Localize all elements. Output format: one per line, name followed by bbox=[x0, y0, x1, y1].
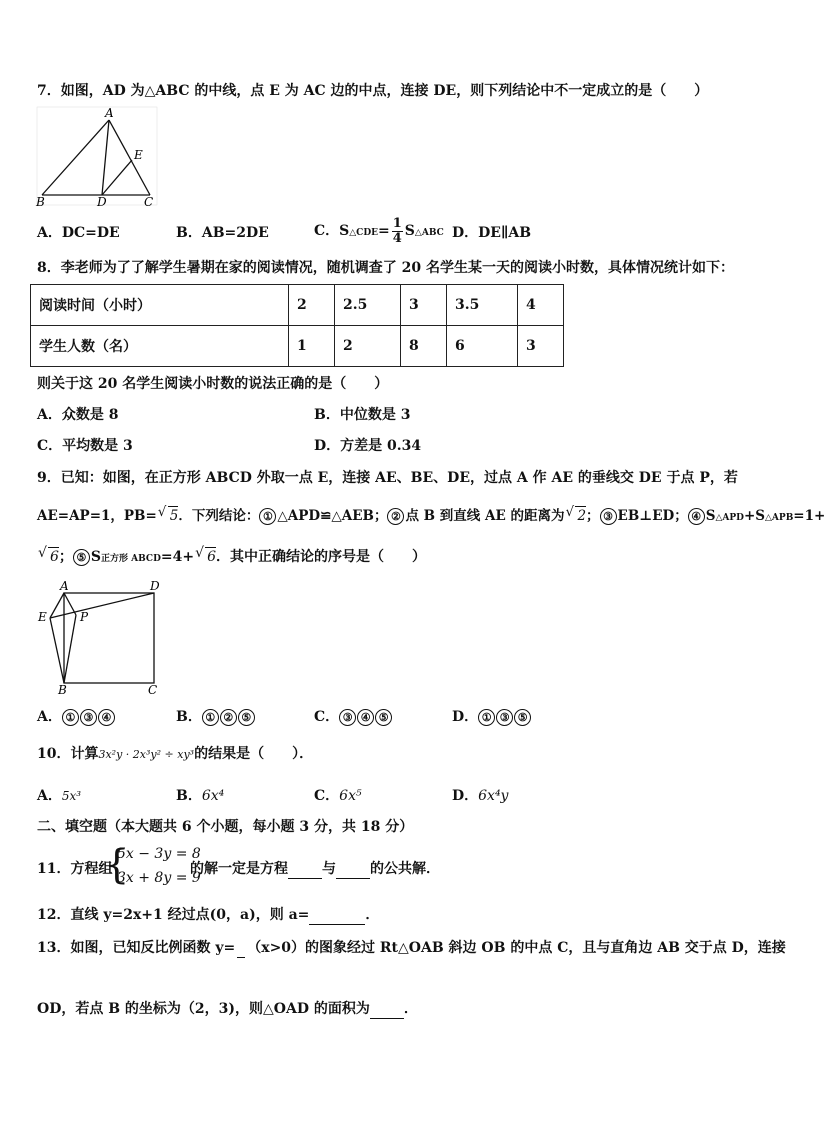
q7-option-a[interactable]: A．DC=DE bbox=[37, 225, 120, 241]
q13-line1: 13．如图，已知反比例函数 y= （x>0）的图象经过 Rt△OAB 斜边 OB 的中点 C，且与直角边 AB 交于点 D，连接 bbox=[37, 939, 786, 966]
q7-option-d[interactable]: D．DE∥AB bbox=[452, 225, 532, 241]
q9-label-a: A bbox=[60, 579, 69, 593]
table-cell: 阅读时间（小时） bbox=[31, 285, 289, 326]
q7-label-b: B bbox=[36, 195, 45, 209]
q10-option-d[interactable]: D．6x⁴y bbox=[452, 788, 509, 804]
q7-stem: 7．如图，AD 为△ABC 的中线，点 E 为 AC 边的中点，连接 DE，则下列结论中不一定成立的是（ ） bbox=[37, 83, 709, 99]
q8-option-c[interactable]: C．平均数是 3 bbox=[37, 438, 133, 454]
q8-table bbox=[30, 284, 564, 367]
q10-stem: 10．计算3x²y · 2x³y² ÷ xy³的结果是（ ）． bbox=[37, 746, 314, 762]
q9-label-p: P bbox=[80, 610, 89, 624]
q9-option-a[interactable]: A． ① ③ ④ bbox=[37, 708, 116, 726]
table-cell: 3 bbox=[401, 285, 447, 326]
q9-label-d: D bbox=[150, 579, 160, 593]
q12-blank[interactable] bbox=[309, 906, 365, 925]
q13-fraction-placeholder bbox=[237, 949, 245, 966]
q9-line3: √ 6； ⑤ S正方形 ABCD=4+√ 6．其中正确结论的序号是（ ） bbox=[37, 547, 426, 568]
q9-square-figure bbox=[34, 578, 166, 696]
q9-label-e: E bbox=[38, 610, 47, 624]
table-row bbox=[31, 326, 564, 367]
table-cell: 3.5 bbox=[447, 285, 518, 326]
q12-stem: 12．直线 y=2x+1 经过点(0，a)，则 a= ． bbox=[37, 907, 380, 923]
table-cell: 6 bbox=[447, 326, 518, 367]
q8-option-d[interactable]: D．方差是 0.34 bbox=[314, 438, 422, 454]
table-cell: 2 bbox=[289, 285, 335, 326]
q11-blank-1[interactable] bbox=[288, 860, 322, 879]
section-2-heading: 二、填空题（本大题共 6 个小题，每小题 3 分，共 18 分） bbox=[37, 819, 414, 835]
q10-option-c[interactable]: C．6x⁵ bbox=[314, 788, 362, 804]
q8-option-a[interactable]: A．众数是 8 bbox=[37, 407, 119, 423]
q7-option-b[interactable]: B．AB=2DE bbox=[176, 225, 269, 241]
q9-label-b: B bbox=[58, 683, 67, 697]
q9-option-b[interactable]: B． ① ② ⑤ bbox=[176, 708, 256, 726]
q10-option-b[interactable]: B．6x⁴ bbox=[176, 788, 225, 804]
q9-label-c: C bbox=[148, 683, 158, 697]
table-cell: 2 bbox=[335, 326, 401, 367]
q11-brace: { bbox=[104, 842, 130, 888]
q7-triangle-figure bbox=[34, 104, 160, 208]
q7-label-d: D bbox=[97, 195, 107, 209]
q11-blank-2[interactable] bbox=[336, 860, 370, 879]
q8-stem: 8．李老师为了了解学生暑期在家的阅读情况，随机调查了 20 名学生某一天的阅读小时数，具体情况统计如下： bbox=[37, 260, 734, 276]
q11-eq2: 3x + 8y = 9 bbox=[117, 870, 201, 886]
table-cell: 8 bbox=[401, 326, 447, 367]
table-cell: 2.5 bbox=[335, 285, 401, 326]
table-row bbox=[31, 285, 564, 326]
q7-label-e: E bbox=[134, 148, 143, 162]
q11-stem-prefix: 11．方程组 bbox=[37, 861, 113, 877]
table-cell: 学生人数（名） bbox=[31, 326, 289, 367]
q9-line2: AE=AP=1，PB=√ 5．下列结论： ① △APD≌△AEB； ② 点 B 到直线 AE 的距离为√ 2； ③ EB⊥ED； ④ S△APD+S△APB=1+ bbox=[37, 506, 825, 527]
table-cell: 4 bbox=[518, 285, 564, 326]
q7-option-c[interactable]: C．S△CDE= $\frac{1}{4}$ S△ABC bbox=[314, 215, 444, 246]
q13-blank[interactable] bbox=[370, 1000, 404, 1019]
q11-eq1: 5x − 3y = 8 bbox=[117, 846, 201, 862]
table-cell: 3 bbox=[518, 326, 564, 367]
q11-stem: 的解一定是方程 与 的公共解． bbox=[190, 861, 440, 877]
q8-question: 则关于这 20 名学生阅读小时数的说法正确的是（ ） bbox=[37, 376, 389, 392]
q7-label-a: A bbox=[105, 106, 114, 120]
q10-option-a[interactable]: A．5x³ bbox=[37, 788, 82, 804]
q9-option-d[interactable]: D． ① ③ ⑤ bbox=[452, 708, 532, 726]
q7-label-c: C bbox=[144, 195, 154, 209]
q9-line1: 9．已知：如图，在正方形 ABCD 外取一点 E，连接 AE、BE、DE，过点 A 作 AE 的垂线交 DE 于点 P，若 bbox=[37, 470, 738, 486]
q8-option-b[interactable]: B．中位数是 3 bbox=[314, 407, 411, 423]
q13-line2: OD，若点 B 的坐标为（2，3)，则△OAD 的面积为 ． bbox=[37, 1001, 418, 1017]
table-cell: 1 bbox=[289, 326, 335, 367]
q9-option-c[interactable]: C． ③ ④ ⑤ bbox=[314, 708, 393, 726]
